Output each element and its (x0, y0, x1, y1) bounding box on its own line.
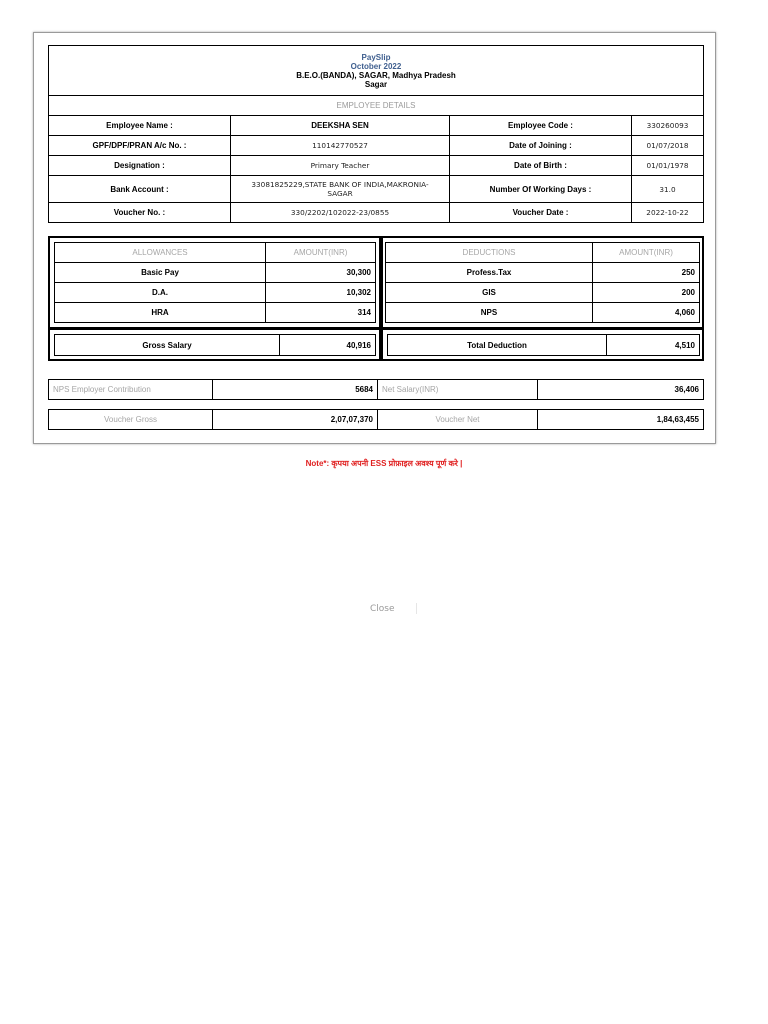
table-row (55, 283, 376, 303)
allowance-name: Basic Pay (55, 263, 266, 283)
net-salary-label: Net Salary(INR) (378, 380, 538, 400)
allowance-name: HRA (55, 303, 266, 323)
employee-code-value: 330260093 (632, 116, 704, 136)
nps-employer-value: 5684 (213, 380, 378, 400)
voucher-date-value: 2022-10-22 (632, 203, 704, 223)
table-row (55, 263, 376, 283)
total-deduction-label: Total Deduction (388, 335, 607, 356)
employee-name-label: Employee Name : (49, 116, 231, 136)
deduction-name: GIS (386, 283, 593, 303)
voucher-gross-value: 2,07,07,370 (213, 410, 378, 430)
voucher-gross-label: Voucher Gross (49, 410, 213, 430)
employee-code-label: Employee Code : (450, 116, 632, 136)
allowances-table (54, 242, 376, 323)
payslip-title-block (49, 46, 704, 96)
allowance-name: D.A. (55, 283, 266, 303)
date-of-birth-label: Date of Birth : (450, 156, 632, 176)
gross-salary-table (54, 334, 376, 356)
working-days-label: Number Of Working Days : (450, 176, 632, 203)
gpf-value: 110142770527 (231, 136, 450, 156)
payslip-header-table (48, 45, 704, 223)
gpf-label: GPF/DPF/PRAN A/c No. : (49, 136, 231, 156)
table-row (55, 303, 376, 323)
gross-salary-label: Gross Salary (55, 335, 280, 356)
deduction-name: Profess.Tax (386, 263, 593, 283)
working-days-value: 31.0 (632, 176, 704, 203)
designation-value: Primary Teacher (231, 156, 450, 176)
employee-details-heading: EMPLOYEE DETAILS (49, 96, 704, 116)
voucher-date-label: Voucher Date : (450, 203, 632, 223)
voucher-no-value: 330/2202/102022-23/0855 (231, 203, 450, 223)
allowances-box (48, 236, 381, 329)
close-button[interactable]: Close (370, 604, 395, 614)
table-row (386, 283, 700, 303)
gross-salary-value: 40,916 (280, 335, 376, 356)
date-of-joining-value: 01/07/2018 (632, 136, 704, 156)
designation-label: Designation : (49, 156, 231, 176)
gross-salary-box (48, 328, 381, 361)
deduction-amount: 250 (593, 263, 700, 283)
ess-profile-note: Note*: कृपया अपनी ESS प्रोफ़ाइल अवश्य पूर्ण करे | (305, 459, 463, 468)
voucher-net-value: 1,84,63,455 (538, 410, 704, 430)
allowance-amount: 30,300 (266, 263, 376, 283)
deductions-box (381, 236, 704, 329)
payslip-title: PaySlip (361, 52, 391, 62)
voucher-table (48, 409, 704, 430)
total-deduction-box (381, 328, 704, 361)
allowance-amount: 314 (266, 303, 376, 323)
employee-name-value: DEEKSHA SEN (231, 116, 450, 136)
deduction-name: NPS (386, 303, 593, 323)
deductions-header: DEDUCTIONS (386, 243, 593, 263)
deduction-amount: 200 (593, 283, 700, 303)
payslip-month: October 2022 (350, 61, 402, 71)
close-divider (416, 603, 417, 614)
net-salary-value: 36,406 (538, 380, 704, 400)
bank-account-value: 33081825229,STATE BANK OF INDIA,MAKRONIA-SAGAR (231, 176, 450, 203)
district-name: Sagar (364, 79, 388, 89)
table-row (386, 263, 700, 283)
voucher-no-label: Voucher No. : (49, 203, 231, 223)
bank-account-label: Bank Account : (49, 176, 231, 203)
allowance-amount: 10,302 (266, 283, 376, 303)
net-salary-table (48, 379, 704, 400)
allowances-header: ALLOWANCES (55, 243, 266, 263)
deductions-amount-header: AMOUNT(INR) (593, 243, 700, 263)
allowances-amount-header: AMOUNT(INR) (266, 243, 376, 263)
nps-employer-label: NPS Employer Contribution (49, 380, 213, 400)
table-row (386, 303, 700, 323)
office-name: B.E.O.(BANDA), SAGAR, Madhya Pradesh (296, 70, 456, 80)
voucher-net-label: Voucher Net (378, 410, 538, 430)
total-deduction-table (387, 334, 700, 356)
total-deduction-value: 4,510 (607, 335, 700, 356)
date-of-joining-label: Date of Joining : (450, 136, 632, 156)
payslip-card (33, 32, 716, 444)
deductions-table (385, 242, 700, 323)
date-of-birth-value: 01/01/1978 (632, 156, 704, 176)
deduction-amount: 4,060 (593, 303, 700, 323)
